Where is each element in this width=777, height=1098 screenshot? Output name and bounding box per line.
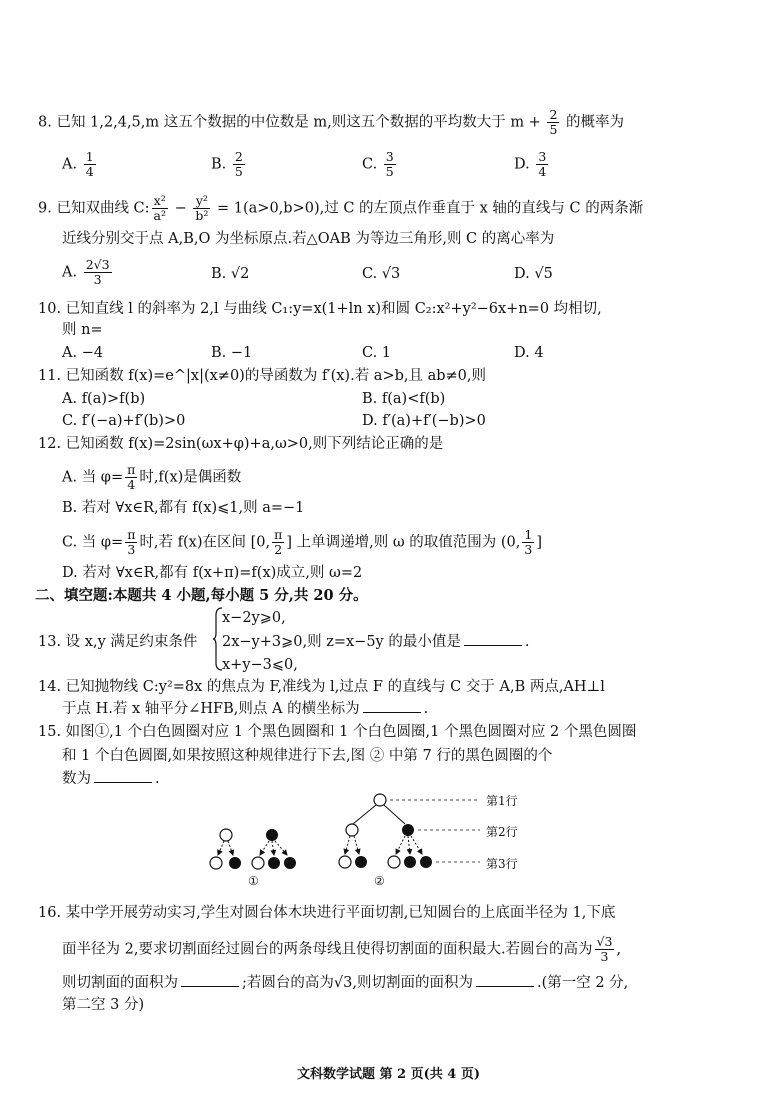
q16-answer-blank-1 [181, 974, 239, 987]
page-footer: 文科数学试题 第 2 页(共 4 页) [296, 1067, 481, 1082]
q12-option-c-den3: 3 [524, 542, 533, 557]
q16-answer-blank-2 [476, 974, 534, 987]
q10-stem: 10. 已知直线 l 的斜率为 2,l 与曲线 C₁:y=x(1+ln x)和圆 C₂:x²+y²−6x+n=0 均相切, [38, 301, 602, 317]
q8-option-a-num: 1 [85, 149, 94, 164]
q13-answer-blank [464, 633, 522, 646]
q12-option-c-frac2 [272, 528, 284, 557]
q14-period: . [423, 701, 429, 717]
q9-frac-y [193, 194, 210, 223]
q16-frac-num: √3 [596, 934, 613, 949]
q16-stem-line4: 第二空 3 分) [62, 997, 145, 1013]
q11-option-c: C. f′(−a)+f′(b)>0 [62, 413, 186, 429]
q14-stem-line2 [62, 699, 428, 719]
q13-constraint-3: x+y−3⩽0, [222, 657, 298, 673]
q10-option-d: D. 4 [514, 345, 544, 361]
q11-option-a: A. f(a)>f(b) [62, 391, 146, 407]
q12-option-a-frac [125, 463, 137, 492]
q8-frac-den: 5 [549, 122, 558, 137]
q15-stem-line3 [62, 769, 160, 789]
q15-text: 数为 [62, 771, 91, 787]
q9-frac-y-num: y² [193, 194, 210, 209]
q13-constraint-2 [222, 632, 529, 652]
q8-option-a-label: A. [62, 156, 78, 173]
q12-option-c-mid: 时,若 f(x)在区间 [0, [139, 534, 271, 551]
q9-stem [38, 194, 643, 223]
q9-frac-x-den: a² [153, 208, 167, 223]
q16-text-3: 则切割面的面积为 [62, 975, 178, 991]
q14-answer-blank [363, 700, 421, 713]
section-heading: 二、填空题:本题共 4 小题,每小题 5 分,共 20 分。 [35, 587, 368, 604]
q8-option-d-den: 4 [538, 164, 547, 179]
q8-option-c [362, 150, 398, 179]
q8-option-c-frac [384, 150, 396, 179]
q12-option-d: D. 若对 ∀x∈R,都有 f(x+π)=f(x)成立,则 ω=2 [62, 565, 363, 581]
q8-option-b-frac [233, 150, 245, 179]
q10-option-a: A. −4 [62, 345, 104, 361]
q12-option-c-num3: 1 [524, 527, 533, 542]
q8-option-b-num: 2 [234, 149, 243, 164]
figure-2-label: ② [374, 874, 385, 888]
row-2-label: 第2行 [486, 825, 518, 839]
q16-frac-den: 3 [600, 949, 609, 964]
q10-stem-line2: 则 n= [62, 322, 103, 338]
q9-stem-line2: 近线分别交于点 A,B,O 为坐标原点.若△OAB 为等边三角形,则 C 的离心率为 [62, 231, 555, 247]
q13-stem: 13. 设 x,y 满足约束条件 [38, 634, 198, 650]
q13-period: . [524, 634, 530, 650]
row-3-label: 第3行 [486, 857, 518, 871]
figure-2 [339, 794, 480, 868]
q16-stem: 16. 某中学开展劳动实习,学生对圆台体木块进行平面切割,已知圆台的上底面半径为 1,下底 [38, 905, 616, 921]
q8-option-b-den: 5 [234, 164, 243, 179]
q9-option-a [62, 258, 114, 287]
q9-frac-x-num: x² [152, 194, 168, 209]
q8-option-a-frac [84, 150, 96, 179]
q12-option-c-frac3 [522, 528, 534, 557]
figure-1-label: ① [248, 874, 259, 888]
q10-option-c: C. 1 [362, 345, 392, 361]
q15-period: . [155, 771, 160, 787]
q8-option-a [62, 150, 98, 179]
q9-frac-x [152, 194, 168, 223]
q13-constraint-1: x−2y⩾0, [222, 610, 286, 626]
q12-option-a-den: 4 [127, 477, 136, 492]
q9-option-c: C. √3 [362, 266, 401, 282]
row-1-label: 第1行 [486, 794, 518, 808]
q8-option-c-num: 3 [385, 149, 394, 164]
q16-stem-line3 [62, 973, 628, 993]
circle-figures [0, 788, 777, 898]
q9-text-end: = 1(a>0,b>0),过 C 的左顶点作垂直于 x 轴的直线与 C 的两条渐 [212, 200, 644, 217]
q16-text-3-mid: ;若圆台的高为√3,则切割面的面积为 [242, 975, 473, 991]
q12-option-c [62, 528, 542, 557]
q9-option-b: B. √2 [211, 266, 250, 282]
q12-option-c-mid2: ] 上单调递增,则 ω 的取值范围为 (0, [286, 534, 521, 551]
q12-option-b: B. 若对 ∀x∈R,都有 f(x)⩽1,则 a=−1 [62, 500, 305, 516]
q8-option-d [514, 150, 550, 179]
q8-option-b [211, 150, 247, 179]
q8-option-d-frac [536, 150, 548, 179]
q12-option-a-num: π [127, 462, 136, 477]
q16-stem-line2 [62, 935, 621, 964]
q16-text-2: 面半径为 2,要求切割面经过圆台的两条母线且使得切割面的面积最大.若圆台的高为 [62, 941, 593, 958]
q8-option-c-label: C. [362, 156, 378, 173]
q9-option-a-label: A. [62, 264, 78, 281]
q14-text: 于点 H.若 x 轴平分∠HFB,则点 A 的横坐标为 [62, 701, 360, 717]
q9-option-a-den: 3 [93, 272, 102, 287]
q8-option-d-num: 3 [538, 149, 547, 164]
q15-answer-blank [94, 770, 152, 783]
q9-option-a-frac [84, 258, 112, 287]
q8-option-a-den: 4 [85, 164, 94, 179]
q14-stem: 14. 已知抛物线 C:y²=8x 的焦点为 F,准线为 l,过点 F 的直线与 C 交于 A,B 两点,AH⊥l [38, 679, 605, 695]
q8-fraction [547, 108, 559, 137]
q12-option-c-den2: 2 [274, 542, 283, 557]
q16-text-2-end: , [616, 941, 622, 958]
q12-option-a-end: 时,f(x)是偶函数 [139, 469, 242, 486]
q12-option-a-text: A. 当 φ= [62, 469, 124, 486]
q12-option-c-num2: π [274, 527, 283, 542]
q8-option-d-label: D. [514, 156, 530, 173]
q9-option-d: D. √5 [514, 266, 553, 282]
q13-constraint-2-text: 2x−y+3⩾0,则 z=x−5y 的最小值是 [222, 634, 461, 650]
q10-option-b: B. −1 [211, 345, 253, 361]
q15-stem-line2: 和 1 个白色圆圈,如果按照这种规律进行下去,图 ② 中第 7 行的黑色圆圈的个 [62, 748, 553, 764]
q9-minus: − [170, 200, 192, 217]
figure-1 [210, 829, 296, 869]
q12-option-c-den1: 3 [127, 542, 136, 557]
q16-text-3-end: .(第一空 2 分, [536, 975, 629, 991]
q9-option-a-num: 2√3 [85, 257, 110, 272]
q11-option-b: B. f(a)<f(b) [362, 391, 446, 407]
q9-text: 9. 已知双曲线 C: [38, 200, 150, 217]
q8-text-end: 的概率为 [561, 114, 625, 131]
q16-frac [595, 935, 615, 964]
q12-option-c-frac1 [125, 528, 137, 557]
q8-option-b-label: B. [211, 156, 227, 173]
q15-stem: 15. 如图①,1 个白色圆圈对应 1 个黑色圆圈和 1 个白色圆圈,1 个黑色圆圈对应 2 个黑色圆圈 [38, 724, 637, 740]
q12-option-a [62, 463, 241, 492]
q12-option-c-num1: π [127, 527, 136, 542]
q12-option-c-text: C. 当 φ= [62, 534, 124, 551]
q11-option-d: D. f′(a)+f′(−b)>0 [362, 413, 486, 429]
q8-stem [38, 108, 624, 137]
q8-text: 8. 已知 1,2,4,5,m 这五个数据的中位数是 m,则这五个数据的平均数大于 m + [38, 114, 546, 131]
q12-option-c-end: ] [536, 534, 542, 551]
q11-stem: 11. 已知函数 f(x)=e^|x|(x≠0)的导函数为 f′(x).若 a>b,且 ab≠0,则 [38, 368, 487, 384]
q9-frac-y-den: b² [195, 208, 209, 223]
q12-stem: 12. 已知函数 f(x)=2sin(ωx+φ)+a,ω>0,则下列结论正确的是 [38, 436, 444, 452]
q8-option-c-den: 5 [385, 164, 394, 179]
q8-frac-num: 2 [549, 107, 558, 122]
